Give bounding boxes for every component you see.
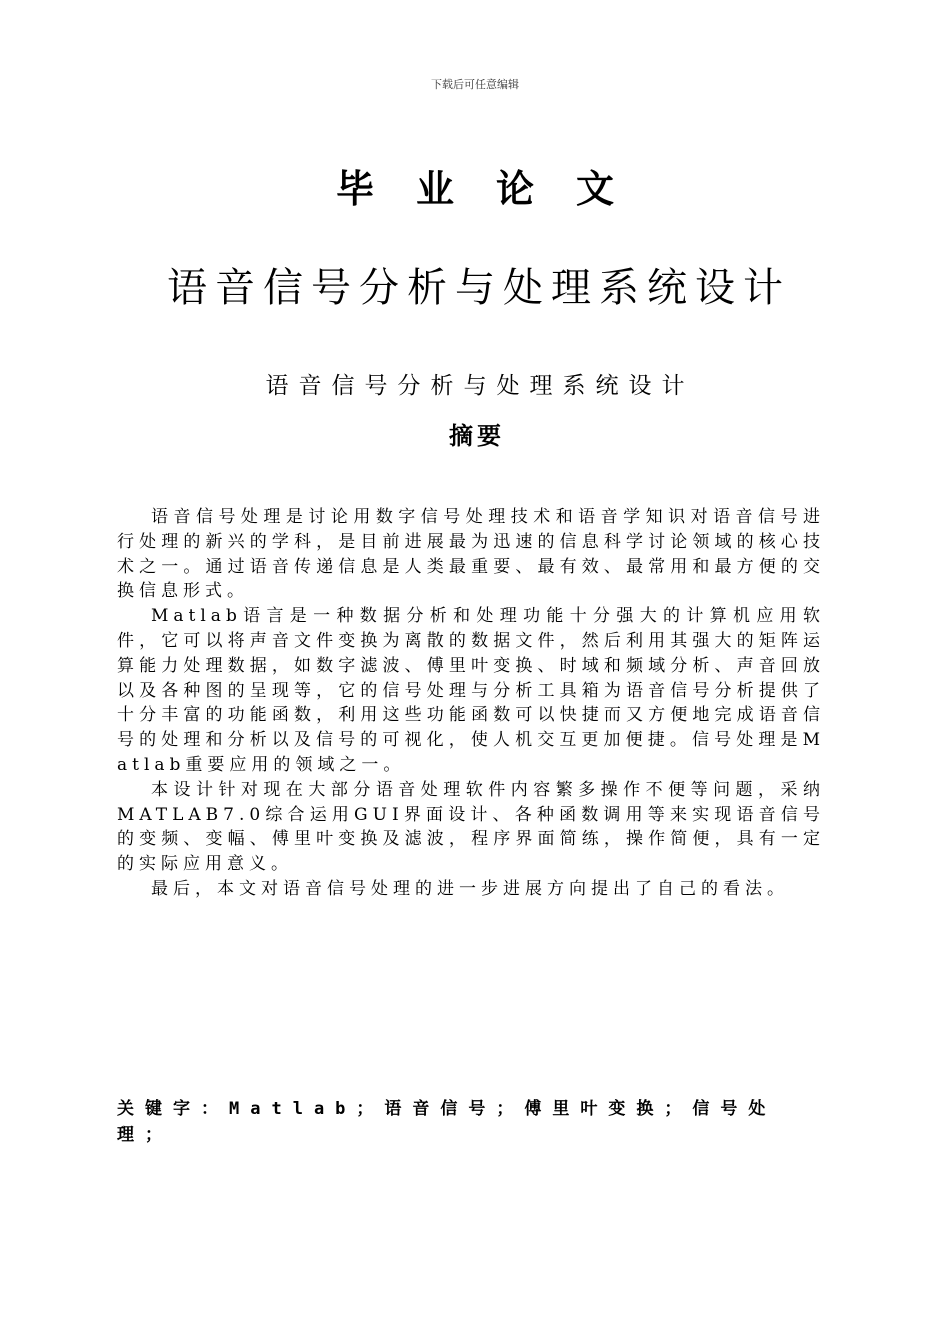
abstract-paragraph-4: 最后，本文对语音信号处理的进一步进展方向提出了自己的看法。 [151, 878, 789, 899]
thesis-subtitle: 语音信号分析与处理系统设计 [167, 265, 791, 311]
abstract-label: 摘要 [449, 422, 505, 450]
abstract-paragraph-2: Matlab语言是一种数据分析和处理功能十分强大的计算机应用软件，它可以将声音文件变换为离散的数据文件，然后利用其强大的矩阵运算能力处理数据，如数字滤波、傅里叶变换、时域和频域分析、声音回放以及各种图的呈现等，它的信号处理与分析工具箱为语音信号分析提供了十分丰富的功能函数，利用这些功能函数可以快捷而又方便地完成语音信号的处理和分析以及信号的可视化，使人机交互更加便捷。信号处理是Matlab重要应用的领域之一。 [117, 606, 825, 775]
abstract-body [117, 505, 825, 902]
thesis-title: 毕业论文 [335, 167, 656, 211]
abstract-title: 语音信号分析与处理系统设计 [265, 373, 695, 399]
header-note: 下载后可任意编辑 [431, 78, 519, 91]
abstract-paragraph-3: 本设计针对现在大部分语音处理软件内容繁多操作不便等问题，采纳MATLAB7.0综合运用GUI界面设计、各种函数调用等来实现语音信号的变频、变幅、傅里叶变换及滤波，程序界面简练，操作简便，具有一定的实际应用意义。 [117, 779, 825, 875]
keywords-line: 关键字：Matlab；语音信号；傅里叶变换；信号处理； [117, 1099, 777, 1145]
abstract-paragraph-1: 语音信号处理是讨论用数字信号处理技术和语音学知识对语音信号进行处理的新兴的学科，是目前进展最为迅速的信息科学讨论领域的核心技术之一。通过语音传递信息是人类最重要、最有效、最常用和最方便的交换信息形式。 [117, 507, 825, 602]
